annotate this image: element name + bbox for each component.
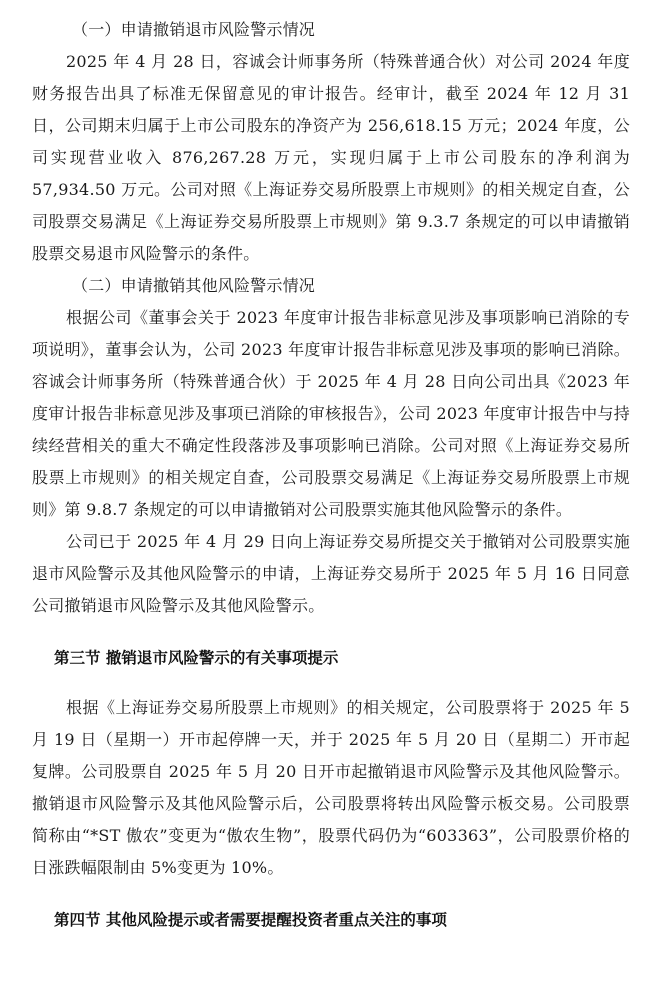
spacer: [32, 674, 630, 692]
subsection-heading-delisting-risk-warning: （一）申请撤销退市风险警示情况: [72, 20, 316, 39]
subsection-heading-other-risk-warning: （二）申请撤销其他风险警示情况: [72, 276, 316, 295]
paragraph-audit-results: 2025 年 4 月 28 日，容诚会计师事务所（特殊普通合伙）对公司 2024 年度财务报告出具了标准无保留意见的审计报告。经审计，截至 2024 年 12 月 31 日，公司期末归属于上市公司股东的净资产为 256,618.15 万元；2024 年度，公司实现营业收入 876,267.28 万元，实现归属于上市公司股东的净利润为 57,934.50 万元。公司对照《上海证券交易所股票上市规则》的相关规定自查，公司股票交易满足《上海证券交易所股票上市规则》第 9.3.7 条规定的可以申请撤销股票交易退市风险警示的条件。: [32, 52, 630, 263]
paragraph-application-submitted: 公司已于 2025 年 4 月 29 日向上海证券交易所提交关于撤销对公司股票实施退市风险警示及其他风险警示的申请，上海证券交易所于 2025 年 5 月 16 日同意公司撤销退市风险警示及其他风险警示。: [32, 532, 630, 615]
paragraph-trading-suspension-resumption: 根据《上海证券交易所股票上市规则》的相关规定，公司股票将于 2025 年 5 月 19 日（星期一）开市起停牌一天，并于 2025 年 5 月 20 日（星期二）开市起复牌。公司股票自 2025 年 5 月 20 日开市起撤销退市风险警示及其他风险警示。撤销退市风险警示及其他风险警示后，公司股票将转出风险警示板交易。公司股票简称由“*ST 傲农”变更为“傲农生物”，股票代码仍为“603363”，公司股票价格的日涨跌幅限制由 5%变更为 10%。: [32, 698, 630, 877]
spacer: [32, 884, 630, 904]
paragraph-board-special-statement: 根据公司《董事会关于 2023 年度审计报告非标意见涉及事项影响已消除的专项说明》，董事会认为，公司 2023 年度审计报告非标意见涉及事项的影响已消除。容诚会计师事务所（特殊普通合伙）于 2025 年 4 月 28 日向公司出具《2023 年度审计报告非标意见涉及事项已消除的审核报告》，公司 2023 年度审计报告中与持续经营相关的重大不确定性段落涉及事项影响已消除。公司对照《上海证券交易所股票上市规则》的相关规定自查，公司股票交易满足《上海证券交易所股票上市规则》第 9.8.7 条规定的可以申请撤销对公司股票实施其他风险警示的条件。: [32, 308, 630, 519]
section-heading-4: 第四节 其他风险提示或者需要提醒投资者重点关注的事项: [54, 911, 447, 929]
spacer: [32, 622, 630, 642]
section-heading-3: 第三节 撤销退市风险警示的有关事项提示: [54, 649, 339, 667]
document-page: [32, 14, 630, 936]
